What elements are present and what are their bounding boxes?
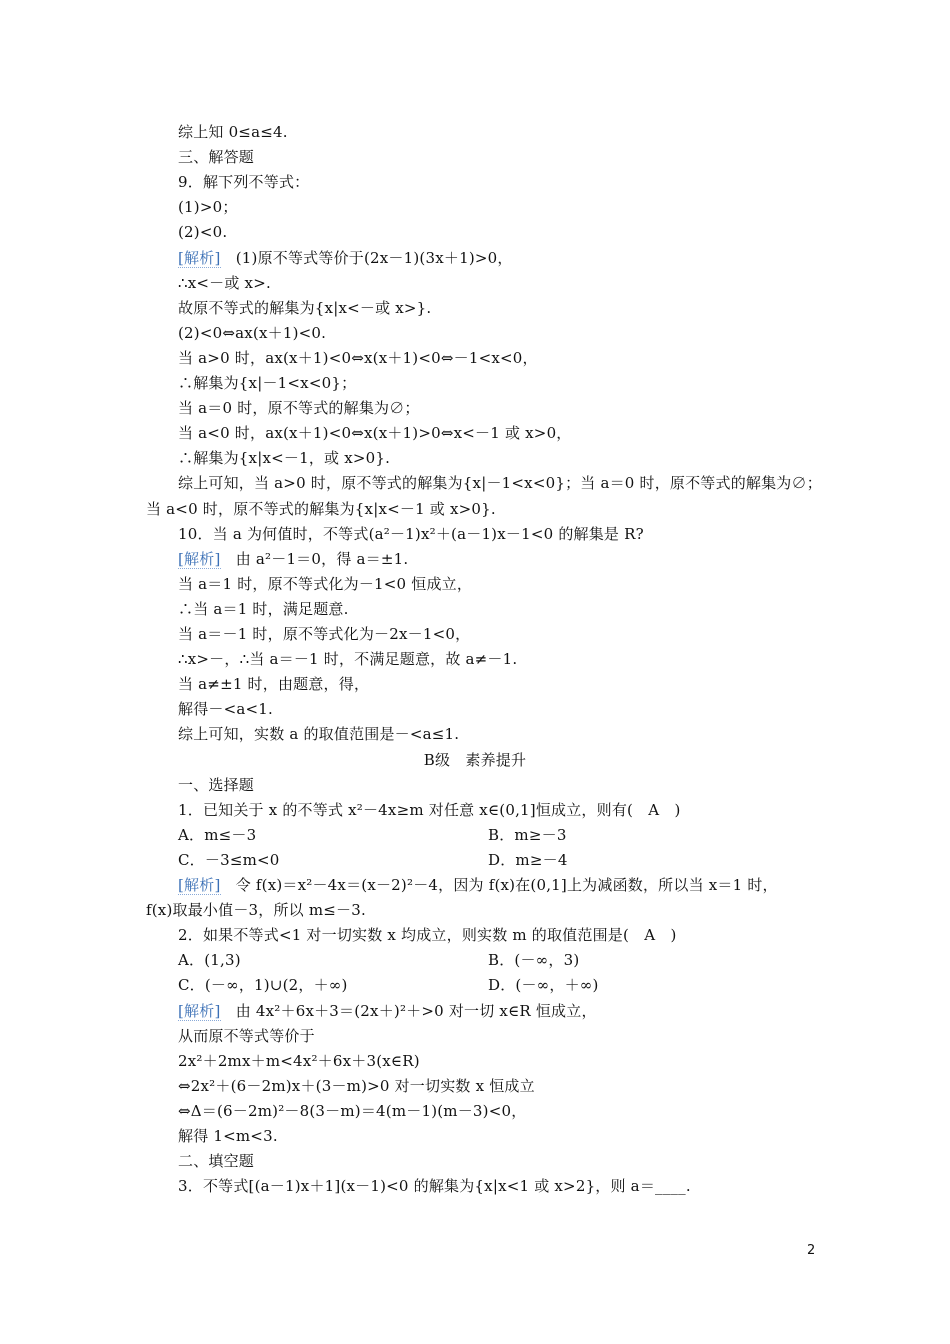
text-line (178, 875, 778, 895)
text-line (178, 775, 254, 795)
line-text: (2)<0. (178, 223, 228, 242)
text-line (178, 699, 273, 719)
text-line (178, 624, 470, 644)
text-line (178, 574, 472, 594)
line-text: 二、填空题 (178, 1152, 255, 1171)
analysis-tag: [解析] (178, 248, 221, 267)
line-text: 10．当 a 为何值时，不等式(a²－1)x²＋(a－1)x－1<0 的解集是 R? (178, 524, 644, 543)
text-line (178, 950, 241, 970)
line-text: 解得－<a<1. (178, 700, 273, 719)
line-text: 当 a≠±1 时，由题意，得， (178, 675, 370, 694)
line-text: 9．解下列不等式： (178, 173, 310, 192)
line-text: 一、选择题 (178, 775, 255, 794)
text-line (178, 448, 390, 468)
line-text: B．(－∞，3) (488, 951, 580, 970)
line-text: ∴解集为{x|x<－1，或 x>0}. (178, 449, 391, 468)
line-text: (1)>0； (178, 198, 238, 217)
text-line (178, 473, 822, 493)
analysis-tag: [解析] (178, 549, 221, 568)
line-text: B级 素养提升 (423, 750, 527, 769)
line-text: 综上可知，实数 a 的取值范围是－<a≤1. (178, 725, 460, 744)
text-line (178, 1176, 691, 1196)
text-line (178, 549, 408, 569)
text-line (178, 298, 431, 318)
text-line (178, 197, 238, 217)
text-line (0, 750, 950, 770)
text-line (178, 348, 538, 368)
text-line (178, 724, 459, 744)
line-text: ∴x>－，∴当 a＝－1 时，不满足题意，故 a≠－1. (178, 650, 518, 669)
line-text: (1)原不等式等价于(2x－1)(3x＋1)>0， (220, 248, 513, 267)
line-text: C．(－∞，1)∪(2，＋∞) (178, 976, 348, 995)
text-line (178, 1051, 420, 1071)
line-text: 令 f(x)＝x²－4x＝(x－2)²－4，因为 f(x)在(0,1]上为减函数，所以当 x＝1 时， (220, 876, 778, 894)
text-line (178, 925, 677, 945)
text-line (178, 599, 349, 619)
line-text: 三、解答题 (178, 148, 255, 167)
line-text: ⇔Δ＝(6－2m)²－8(3－m)＝4(m－1)(m－3)<0， (178, 1101, 527, 1120)
line-text: 3．不等式[(a－1)x＋1](x－1)<0 的解集为{x|x<1 或 x>2}，则 a＝____. (178, 1177, 691, 1196)
text-line (488, 950, 579, 970)
line-text: 当 a<0 时，ax(x＋1)<0⇔x(x＋1)>0⇔x<－1 或 x>0， (178, 424, 572, 443)
text-line (178, 1101, 526, 1121)
text-line (178, 248, 513, 268)
line-text: (2)<0⇔ax(x＋1)<0. (178, 323, 327, 342)
page-number: 2 (807, 1243, 816, 1258)
text-line (488, 825, 567, 845)
text-line (146, 499, 496, 519)
line-text: 2x²＋2mx＋m<4x²＋6x＋3(x∈R) (178, 1051, 420, 1070)
text-line (178, 674, 369, 694)
line-text: ⇔2x²＋(6－2m)x＋(3－m)>0 对一切实数 x 恒成立 (178, 1076, 535, 1095)
line-text: ∴当 a＝1 时，满足题意. (178, 599, 349, 618)
text-line (178, 975, 348, 995)
line-text: 综上可知，当 a>0 时，原不等式的解集为{x|－1<x<0}；当 a＝0 时，原不等式的解集为∅； (178, 474, 822, 493)
line-text: 由 a²－1＝0，得 a＝±1. (220, 549, 409, 568)
text-line (178, 524, 644, 544)
text-line (178, 222, 227, 242)
text-line (146, 900, 366, 920)
text-line (488, 850, 568, 870)
line-text: D．(－∞，＋∞) (488, 976, 599, 995)
analysis-tag: [解析] (178, 1001, 221, 1020)
line-text: 当 a＝1 时，原不等式化为－1<0 恒成立， (178, 574, 473, 593)
line-text: A．(1,3) (178, 951, 241, 970)
line-text: 当 a＝－1 时，原不等式化为－2x－1<0， (178, 625, 471, 643)
text-line (178, 423, 572, 443)
text-line (178, 825, 256, 845)
text-line (178, 122, 288, 142)
text-line (178, 1126, 278, 1146)
text-line (488, 975, 599, 995)
text-line (178, 649, 517, 669)
line-text: D．m≥－4 (488, 850, 568, 869)
text-line (178, 323, 326, 343)
text-line (178, 850, 280, 870)
line-text: B．m≥－3 (488, 825, 567, 844)
text-line (178, 147, 254, 167)
line-text: ∴x<－或 x>. (178, 273, 271, 292)
text-line (178, 1026, 315, 1046)
line-text: 从而原不等式等价于 (178, 1026, 315, 1045)
text-line (178, 373, 356, 393)
text-line (178, 273, 271, 293)
line-text: A．m≤－3 (178, 825, 257, 844)
text-line (178, 1001, 597, 1021)
line-text: 综上知 0≤a≤4. (178, 123, 288, 141)
text-line (178, 1076, 535, 1096)
line-text: 由 4x²＋6x＋3＝(2x＋)²＋>0 对一切 x∈R 恒成立， (220, 1001, 597, 1020)
line-text: ∴解集为{x|－1<x<0}； (178, 374, 357, 392)
text-line (178, 172, 309, 192)
line-text: 解得 1<m<3. (178, 1127, 278, 1145)
analysis-tag: [解析] (178, 876, 221, 894)
line-text: 2．如果不等式<1 对一切实数 x 均成立，则实数 m 的取值范围是( A ) (178, 926, 677, 945)
line-text: 1．已知关于 x 的不等式 x²－4x≥m 对任意 x∈(0,1]恒成立，则有( A ) (178, 800, 681, 819)
text-line (178, 1151, 254, 1171)
text-line (178, 398, 420, 418)
line-text: f(x)取最小值－3，所以 m≤－3. (146, 901, 366, 920)
line-text: 当 a>0 时，ax(x＋1)<0⇔x(x＋1)<0⇔－1<x<0， (178, 348, 538, 367)
text-line (178, 800, 681, 820)
line-text: C．－3≤m<0 (178, 850, 280, 869)
line-text: 当 a＝0 时，原不等式的解集为∅； (178, 399, 420, 418)
line-text: 故原不等式的解集为{x|x<－或 x>}. (178, 298, 432, 317)
line-text: 当 a<0 时，原不等式的解集为{x|x<－1 或 x>0}. (146, 499, 496, 518)
